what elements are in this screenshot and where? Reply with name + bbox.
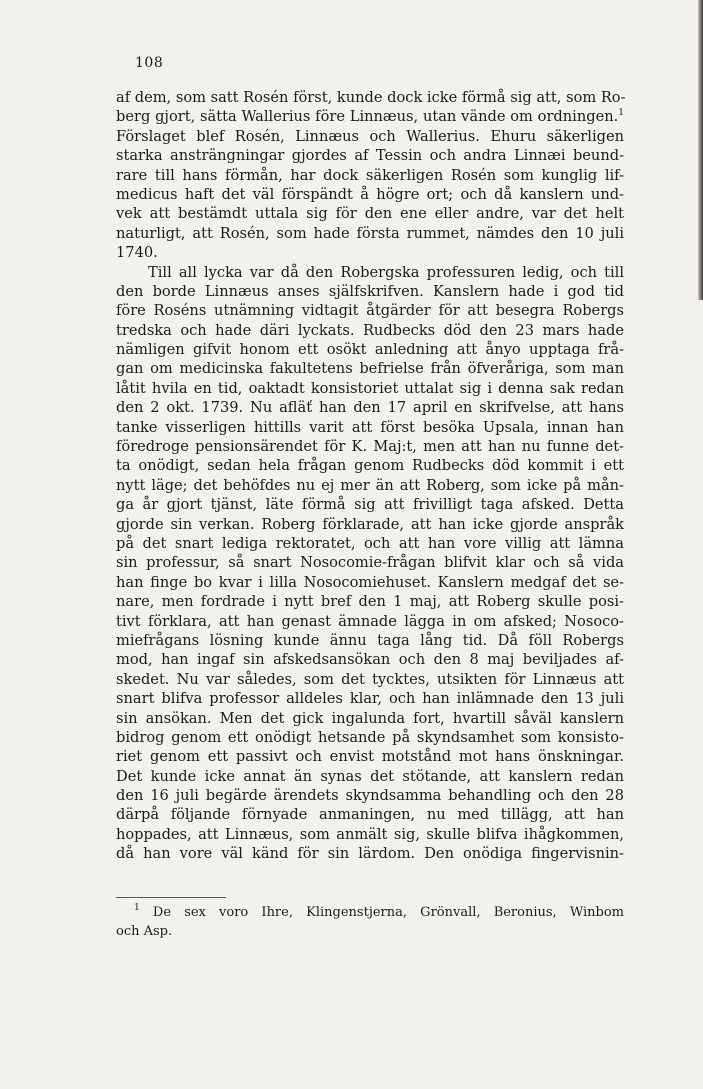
footnote <box>116 903 624 941</box>
page-number: 108 <box>135 55 164 71</box>
body-line: miefrågans lösning kunde ännu taga lång tid. Då föll Robergs <box>116 631 624 649</box>
body-line: låtit hvila en tid, oaktadt konsistoriet uttalat sig i denna sak redan <box>116 379 624 397</box>
body-line: nare, men fordrade i nytt bref den 1 maj, att Roberg skulle posi- <box>116 593 624 611</box>
body-line: vek att bestämdt uttala sig för den ene eller andre, var det helt <box>116 205 624 223</box>
body-line: tanke visserligen hittills varit att först besöka Upsala, innan han <box>116 418 624 436</box>
body-line: ga år gjort tjänst, läte förmå sig att frivilligt taga afsked. Detta <box>116 496 624 514</box>
body-line: tivt förklara, att han genast ämnade lägga in om afsked; Nosoco- <box>116 612 624 630</box>
body-line: Förslaget blef Rosén, Linnæus och Wallerius. Ehuru säkerligen <box>116 127 624 145</box>
body-line: skedet. Nu var således, som det tycktes, utsikten för Linnæus att <box>116 670 624 688</box>
footnote-text: De sex voro Ihre, Klingenstjerna, Grönvall, Beronius, Winbom <box>152 905 624 920</box>
body-line: före Roséns utnämning vidtagit åtgärder för att besegra Robergs <box>116 302 624 320</box>
body-line: den 2 okt. 1739. Nu afläť han den 17 april en skrifvelse, att hans <box>116 399 624 417</box>
body-line: gjorde sin verkan. Roberg förklarade, att han icke gjorde anspråk <box>116 515 624 533</box>
body-line: sin professur, så snart Nosocomie-frågan blifvit klar och så vida <box>116 554 624 572</box>
body-line: ta onödigt, sedan hela frågan genom Rudbecks död kommit i ett <box>116 457 624 475</box>
footnote-marker: 1 <box>134 903 140 913</box>
body-line: föredroge pensionsärendet för K. Maj:t, men att han nu funne det- <box>116 438 624 456</box>
body-line: rare till hans förmån, har dock säkerligen Rosén som kunglig lif- <box>116 166 624 184</box>
body-line: då han vore väl känd för sin lärdom. Den onödiga fingervisnin- <box>116 845 624 863</box>
body-line: naturligt, att Rosén, som hade första rummet, nämdes den 10 juli <box>116 224 624 242</box>
body-line: Det kunde icke annat än synas det stötande, att kanslern redan <box>116 767 624 785</box>
body-text <box>116 88 624 864</box>
body-line: tredska och hade däri lyckats. Rudbecks död den 23 mars hade <box>116 321 624 339</box>
body-line: medicus haft det väl förspändt å högre ort; och då kanslern und- <box>116 185 624 203</box>
body-line: nämligen gifvit honom ett osökt anledning att ånyo upptaga frå- <box>116 341 624 359</box>
page-edge-shadow <box>698 0 703 300</box>
body-line: starka ansträngningar gjordes af Tessin och andra Linnæi beund- <box>116 147 624 165</box>
body-line: på det snart lediga rektoratet, och att han vore villig att lämna <box>116 534 624 552</box>
body-line: den 16 juli begärde ärendets skyndsamma behandling och den 28 <box>116 787 624 805</box>
paragraph-end-line: 1740. <box>116 244 158 262</box>
body-line-text: berg gjort, sätta Wallerius före Linnæus, utan vände om ordningen. <box>116 108 619 126</box>
body-line: mod, han ingaf sin afskedsansökan och den 8 maj beviljades af- <box>116 651 624 669</box>
body-line: sin ansökan. Men det gick ingalunda fort, hvartill såväl kanslern <box>116 709 624 727</box>
body-line: snart blifva professor alldeles klar, och han inlämnade den 13 juli <box>116 690 624 708</box>
body-line: af dem, som satt Rosén först, kunde dock icke förmå sig att, som Ro- <box>116 89 626 106</box>
body-line: bidrog genom ett onödigt hetsande på skyndsamhet som konsisto- <box>116 728 624 746</box>
body-line: han finge bo kvar i lilla Nosocomiehuset. Kanslern medgaf det se- <box>116 573 624 591</box>
body-line: därpå följande förnyade anmaningen, nu med tillägg, att han <box>116 806 624 824</box>
footnote-reference: 1 <box>618 108 624 119</box>
footnote-divider <box>116 897 226 898</box>
body-line: den borde Linnæus anses själfskrifven. Kanslern hade i god tid <box>116 282 624 300</box>
body-line: gan om medicinska fakultetens befrielse från öfveråriga, som man <box>116 360 624 378</box>
body-line: nytt läge; det behöfdes nu ej mer än att Roberg, som icke på mån- <box>116 476 624 494</box>
body-line: hoppades, att Linnæus, som anmält sig, skulle blifva ihågkommen, <box>116 825 624 843</box>
footnote-line: och Asp. <box>116 924 173 939</box>
paragraph-start-line: Till all lycka var då den Robergska professuren ledig, och till <box>148 263 624 281</box>
body-line-with-footnote-ref <box>116 107 624 126</box>
body-line: riet genom ett passivt och envist motstånd mot hans önskningar. <box>116 748 624 766</box>
footnote-line <box>116 903 624 922</box>
